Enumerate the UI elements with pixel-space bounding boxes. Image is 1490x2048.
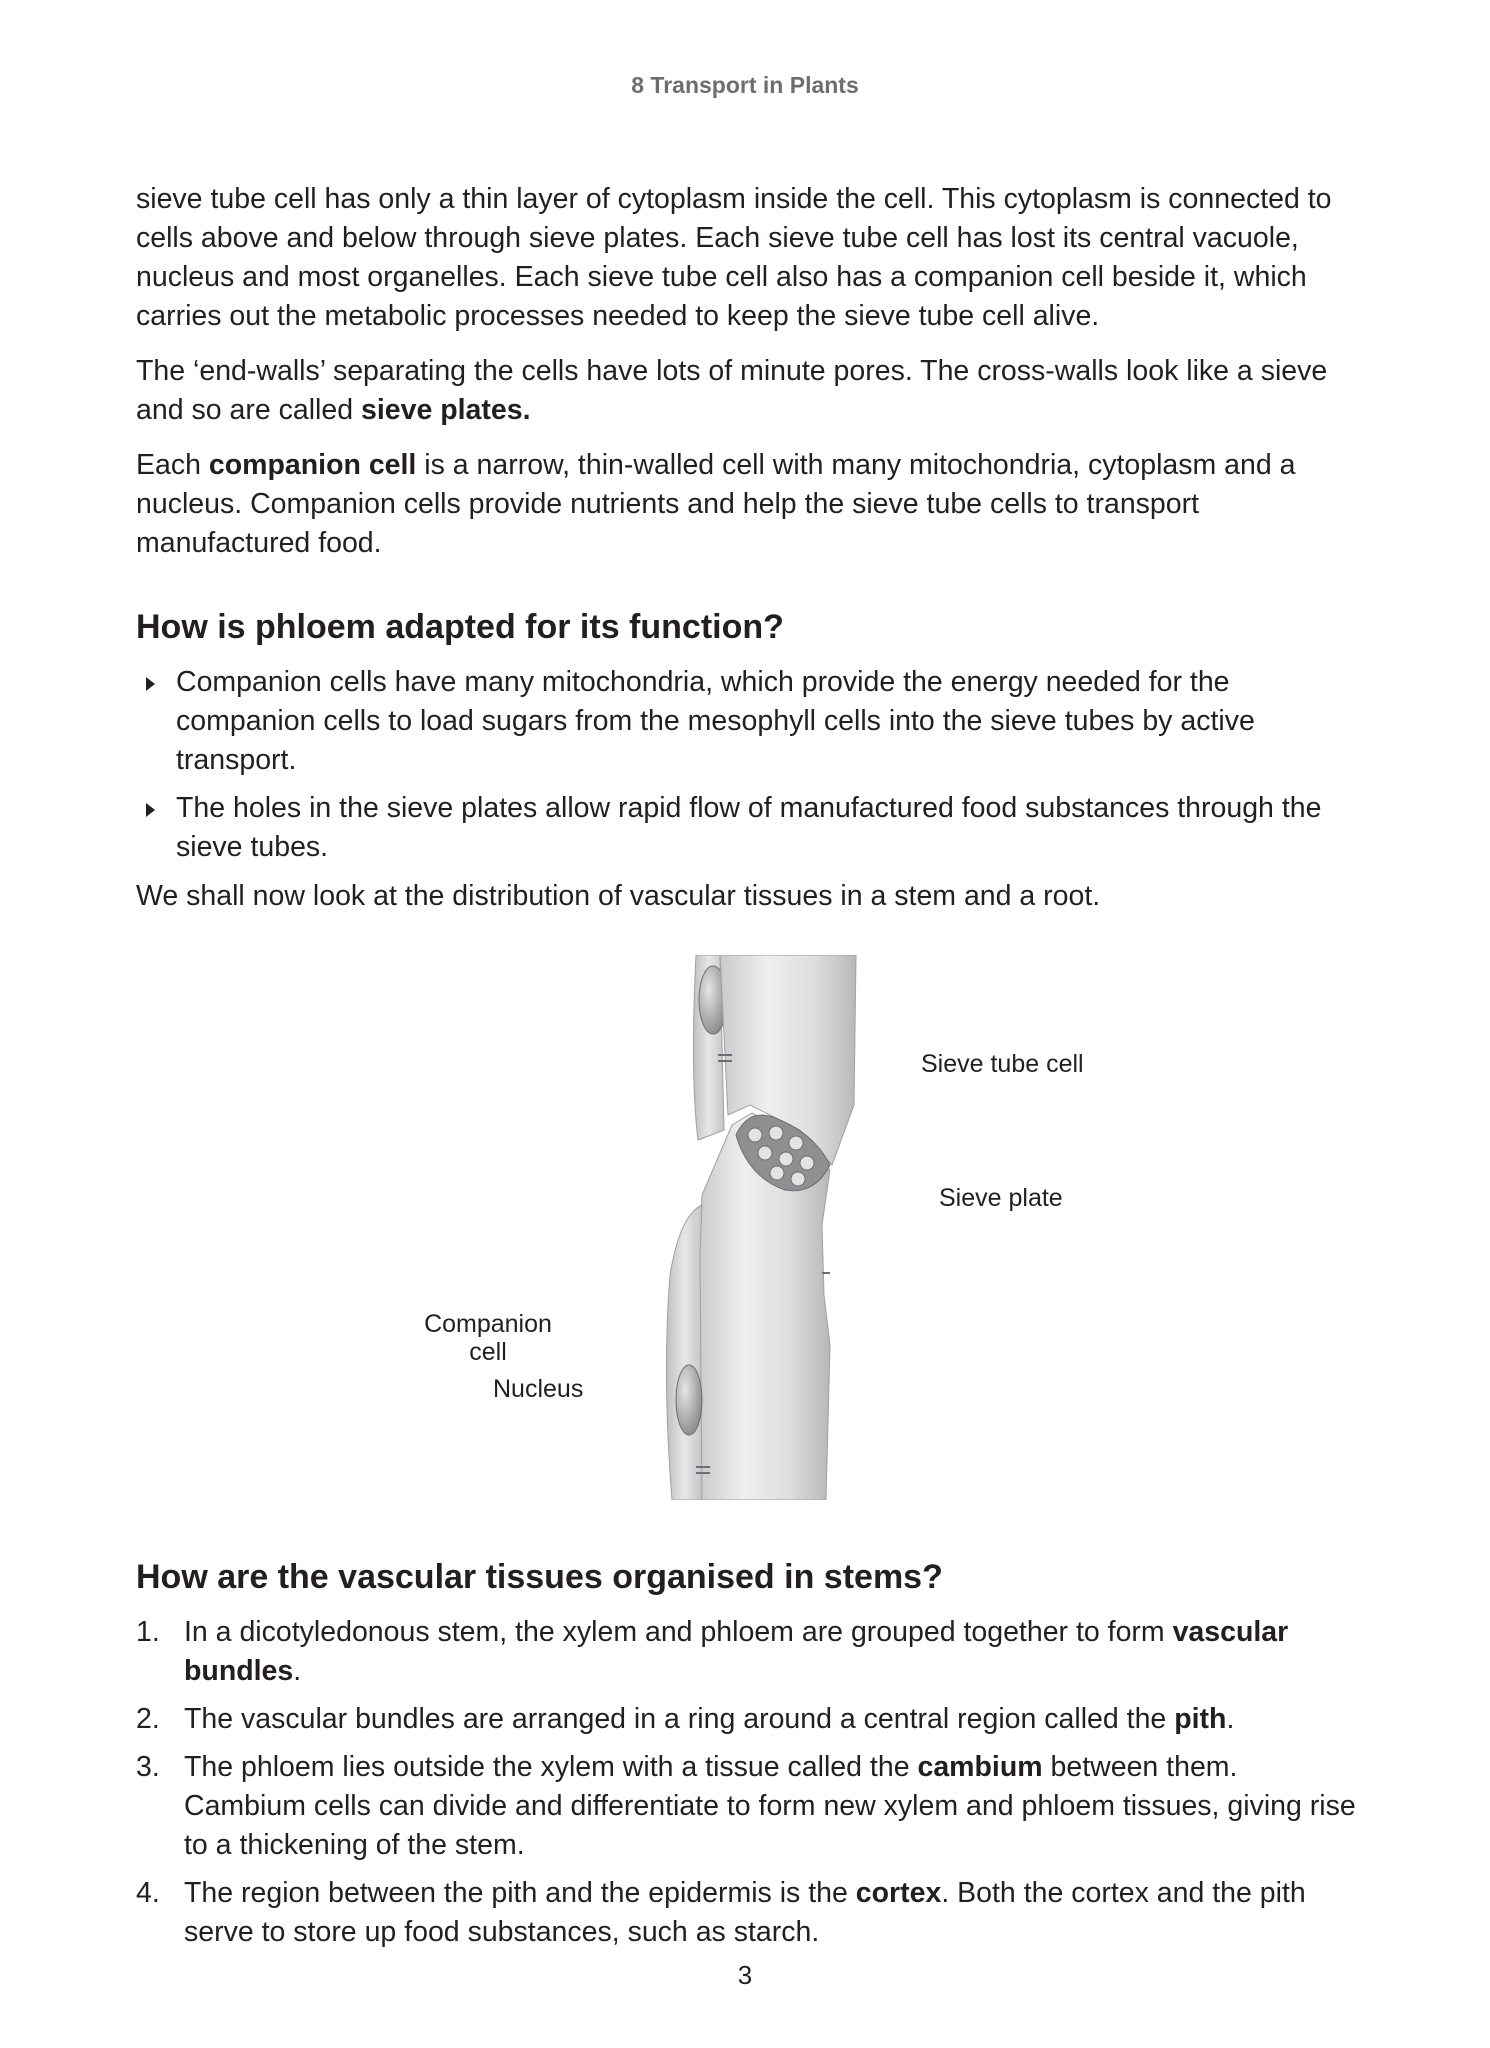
section-stems	[136, 1555, 1360, 1961]
list-text-pre: The vascular bundles are arranged in a ring around a central region called the	[184, 1703, 1175, 1735]
lower-companion-cell	[666, 1205, 702, 1500]
triangle-bullet-icon	[146, 677, 155, 691]
paragraph-end-walls	[136, 352, 1360, 430]
term-vascular-bundles: vascular bundles	[184, 1616, 1289, 1687]
lower-nucleus	[676, 1365, 702, 1435]
list-text-post: between them. Cambium cells can divide and differentiate to form new xylem and phloem tissues, giving rise to a thickening of the stem.	[184, 1751, 1356, 1861]
list-number: 1.	[136, 1616, 160, 1648]
list-item	[136, 1874, 1360, 1952]
phloem-diagram	[640, 955, 880, 1500]
bullet-item	[136, 663, 1360, 780]
term-companion-cell: companion cell	[208, 449, 417, 481]
page-number: 3	[737, 1960, 753, 1990]
list-number: 4.	[136, 1877, 160, 1909]
paragraph-end-walls-text: The ‘end-walls’ separating the cells have lots of minute pores. The cross-walls look like a sieve and so are called	[136, 355, 1328, 426]
list-text-post: .	[1226, 1703, 1235, 1735]
list-item	[136, 1613, 1360, 1691]
bullet-list-phloem	[136, 663, 1360, 867]
paragraph-distribution: We shall now look at the distribution of vascular tissues in a stem and a root.	[136, 880, 1101, 912]
list-item	[136, 1748, 1360, 1865]
heading-vascular-stems: How are the vascular tissues organised in stems?	[136, 1558, 943, 1596]
paragraph-companion-post: is a narrow, thin-walled cell with many mitochondria, cytoplasm and a nucleus. Companion cells provide nutrients and help the sieve tube cells to transport manufactured food.	[136, 449, 1296, 559]
term-cortex: cortex	[855, 1877, 942, 1909]
label-companion-line2: cell	[469, 1338, 507, 1366]
list-text-post: . Both the cortex and the pith serve to store up food substances, such as starch.	[184, 1877, 1306, 1948]
list-text-pre: In a dicotyledonous stem, the xylem and phloem are grouped together to form	[184, 1616, 1173, 1648]
list-item	[136, 1700, 1360, 1739]
label-companion-cell	[418, 1310, 558, 1366]
term-sieve-plates: sieve plates.	[360, 394, 531, 426]
label-sieve-plate: Sieve plate	[939, 1184, 1063, 1212]
label-companion-line1: Companion	[424, 1310, 552, 1338]
bullet-text: Companion cells have many mitochondria, which provide the energy needed for the companion cells to load sugars from the mesophyll cells into the sieve tubes by active transport.	[176, 666, 1255, 776]
running-head: 8 Transport in Plants	[631, 72, 859, 98]
bullet-text: The holes in the sieve plates allow rapid flow of manufactured food substances through the sieve tubes.	[176, 792, 1322, 863]
term-cambium: cambium	[917, 1751, 1043, 1783]
list-number: 2.	[136, 1703, 160, 1735]
list-text-post: .	[293, 1655, 302, 1687]
paragraph-companion-cell	[136, 446, 1360, 563]
list-text-pre: The phloem lies outside the xylem with a tissue called the	[184, 1751, 918, 1783]
label-nucleus: Nucleus	[493, 1375, 584, 1403]
paragraph-companion-pre: Each	[136, 449, 209, 481]
page-body	[136, 180, 1360, 932]
numbered-list-stems	[136, 1613, 1360, 1952]
list-number: 3.	[136, 1751, 160, 1783]
triangle-bullet-icon	[146, 803, 155, 817]
list-text-pre: The region between the pith and the epidermis is the	[184, 1877, 856, 1909]
heading-phloem-adapted: How is phloem adapted for its function?	[136, 608, 784, 646]
term-pith: pith	[1174, 1703, 1227, 1735]
paragraph-sieve-tube: sieve tube cell has only a thin layer of cytoplasm inside the cell. This cytoplasm is connected to cells above and below through sieve plates. Each sieve tube cell has lost its central vacuole, nucleus and most organelles. Each sieve tube cell also has a companion cell beside it, which carries out the metabolic processes needed to keep the sieve tube cell alive.	[136, 183, 1332, 332]
bullet-item	[136, 789, 1360, 867]
label-sieve-tube-cell: Sieve tube cell	[921, 1050, 1084, 1078]
